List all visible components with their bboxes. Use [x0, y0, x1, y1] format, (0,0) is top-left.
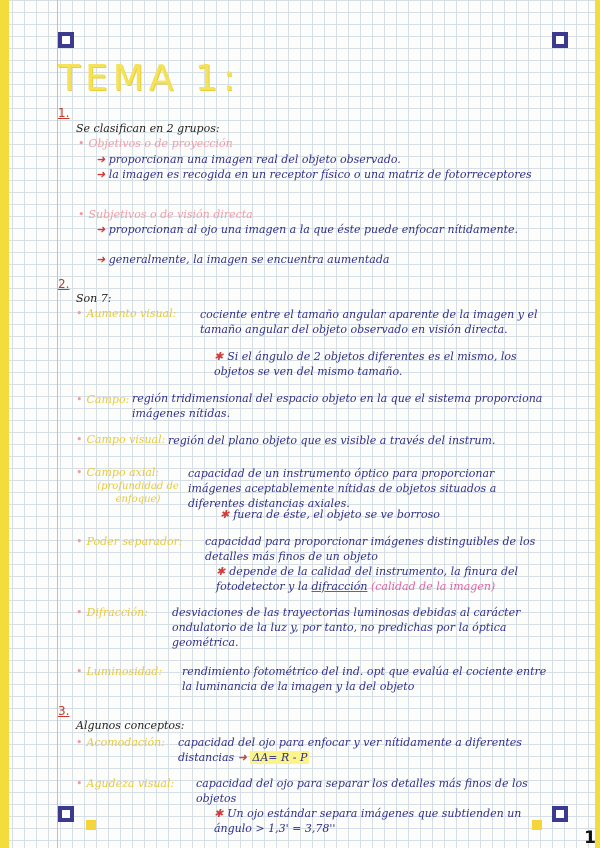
item-campo-visual-heading: • Campo visual:	[76, 433, 166, 446]
item-difraccion-heading: • Difracción:	[76, 606, 148, 619]
section-3-number: 3.	[58, 704, 70, 718]
accommodation-formula: ΔA= R - P	[252, 751, 308, 764]
item-aumento-note: ✱ Si el ángulo de 2 objetos diferentes es el mismo, los objetos se ven del mismo tamaño.	[214, 350, 517, 378]
yellow-mark-left	[86, 820, 96, 830]
group-2-heading: • Subjetivos o de visión directa	[78, 208, 253, 221]
item-agudeza-text: capacidad del ojo para separar los detalles más finos de los objetos	[196, 777, 528, 805]
item-acomodacion-text: capacidad del ojo para enfocar y ver nítidamente a diferentes distancias ➜ ΔA= R - P	[178, 736, 522, 764]
item-luminosidad-heading: • Luminosidad:	[76, 665, 163, 678]
item-campo-text: región tridimensional del espacio objeto en la que el sistema proporciona imágenes nítidas.	[132, 392, 543, 420]
section-3-intro: Algunos conceptos:	[76, 719, 185, 732]
item-campo-axial-note: ✱ fuera de éste, el objeto se ve borroso	[220, 508, 440, 521]
page-right-edge	[595, 0, 600, 848]
margin-line	[57, 0, 58, 848]
group-2-point-2: ➜ generalmente, la imagen se encuentra aumentada	[96, 253, 390, 266]
item-poder-separador-text: capacidad para proporcionar imágenes distinguibles de los detalles más finos de un objeto	[205, 535, 536, 563]
group-1-point-2: ➜ la imagen es recogida en un receptor físico o una matriz de fotorreceptores	[96, 168, 532, 181]
section-2-number: 2.	[58, 277, 70, 291]
group-1-point-1: ➜ proporcionan una imagen real del objeto observado.	[96, 153, 401, 166]
item-aumento-text: cociente entre el tamaño angular aparente de la imagen y el tamaño angular del objeto observado en visión directa.	[200, 308, 538, 336]
corner-mark-top-right	[552, 32, 568, 48]
group-1-heading: • Objetivos o de proyección	[78, 137, 233, 150]
difraccion-link-text: difracción	[311, 580, 368, 593]
item-luminosidad-text: rendimiento fotométrico del ind. opt que evalúa el cociente entre la luminancia de la imagen y la del objeto	[182, 665, 547, 693]
item-campo-heading: • Campo:	[76, 393, 130, 406]
corner-mark-bottom-right	[552, 806, 568, 822]
item-campo-axial-heading-note: (profundidad de enfoque)	[97, 481, 179, 505]
corner-mark-bottom-left	[58, 806, 74, 822]
item-campo-axial-text: capacidad de un instrumento óptico para proporcionar imágenes aceptablemente nítidas de objetos situados a diferentes distancias axiales.	[188, 467, 497, 510]
page-title: TEMA 1:	[58, 58, 240, 99]
corner-mark-top-left	[58, 32, 74, 48]
item-poder-separador-note: ✱ depende de la calidad del instrumento, la finura del fotodetector y la difracción (calidad de la imagen)	[216, 565, 519, 593]
item-difraccion-text: desviaciones de las trayectorias luminosas debidas al carácter ondulatorio de la luz y, por tanto, no predichas por la óptica geométrica.	[172, 606, 521, 649]
section-1-number: 1.	[58, 106, 70, 120]
item-agudeza-note: ✱ Un ojo estándar separa imágenes que subtienden un ángulo > 1,3' = 3,78''	[214, 807, 522, 835]
section-2-intro: Son 7:	[76, 292, 112, 305]
item-acomodacion-heading: • Acomodación:	[76, 736, 165, 749]
page-left-edge	[0, 0, 9, 848]
section-1-intro: Se clasifican en 2 grupos:	[76, 122, 220, 135]
group-2-point-1: ➜ proporcionan al ojo una imagen a la que éste puede enfocar nítidamente.	[96, 223, 519, 236]
item-aumento-heading: • Aumento visual:	[76, 307, 177, 320]
item-agudeza-heading: • Agudeza visual:	[76, 777, 175, 790]
item-campo-visual-text: región del plano objeto que es visible a través del instrum.	[168, 434, 496, 447]
item-campo-axial-heading: • Campo axial:	[76, 466, 160, 479]
page-number: 1	[584, 828, 596, 848]
item-poder-separador-heading: • Poder separador:	[76, 535, 183, 548]
